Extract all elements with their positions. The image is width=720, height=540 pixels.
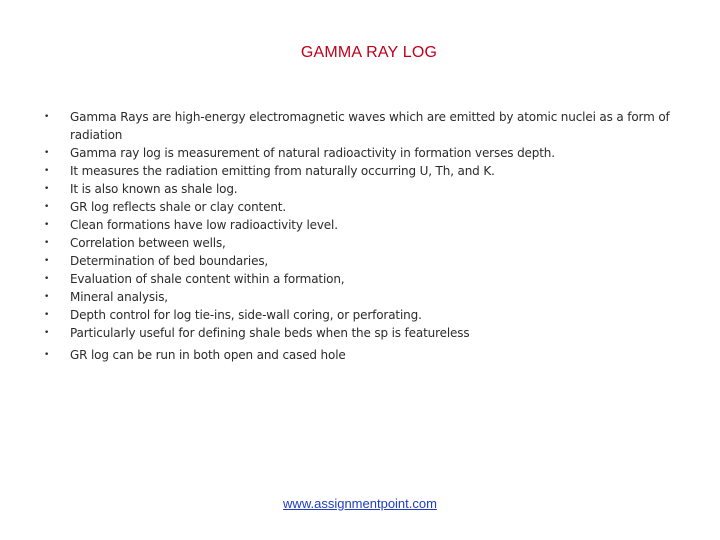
list-item [0,288,720,306]
bullet-icon: • [44,112,50,122]
bullet-text: Evaluation of shale content within a formation, [70,272,345,286]
bullet-text: Depth control for log tie-ins, side-wall coring, or perforating. [70,308,422,322]
bullet-text: GR log reflects shale or clay content. [70,200,287,214]
list-item [0,108,720,144]
bullet-icon: • [44,310,50,320]
bullet-text: Mineral analysis, [70,290,168,304]
bullet-text: Determination of bed boundaries, [70,254,269,268]
footer-website-link[interactable]: www.assignmentpoint.com [283,496,437,511]
bullet-icon: • [44,274,50,284]
bullet-icon: • [44,238,50,248]
bullet-icon: • [44,350,50,360]
bullet-text: GR log can be run in both open and cased hole [70,348,346,362]
bullet-text: It is also known as shale log. [70,182,238,196]
bullet-icon: • [44,328,50,338]
bullet-text: Particularly useful for defining shale beds when the sp is featureless [70,326,470,340]
list-item [0,252,720,270]
list-item [0,144,720,162]
bullet-icon: • [44,166,50,176]
bullet-text: Clean formations have low radioactivity level. [70,218,338,232]
list-item [0,270,720,288]
list-item [0,180,720,198]
bullet-text: It measures the radiation emitting from naturally occurring U, Th, and K. [70,164,495,178]
bullet-text: Correlation between wells, [70,236,226,250]
bullet-icon: • [44,202,50,212]
list-item [0,198,720,216]
list-item [0,216,720,234]
list-item [0,306,720,324]
list-item [0,162,720,180]
bullet-icon: • [44,184,50,194]
bullet-icon: • [44,292,50,302]
bullet-icon: • [44,256,50,266]
list-item [0,324,720,342]
bullet-icon: • [44,148,50,158]
bullet-text: Gamma ray log is measurement of natural radioactivity in formation verses depth. [70,146,555,160]
list-item [0,346,720,364]
bullet-icon: • [44,220,50,230]
bullet-list [0,108,720,364]
bullet-text: Gamma Rays are high-energy electromagnetic waves which are emitted by atomic nuclei as a form of radiation [70,110,670,142]
page-title: GAMMA RAY LOG [300,44,438,61]
list-item [0,234,720,252]
